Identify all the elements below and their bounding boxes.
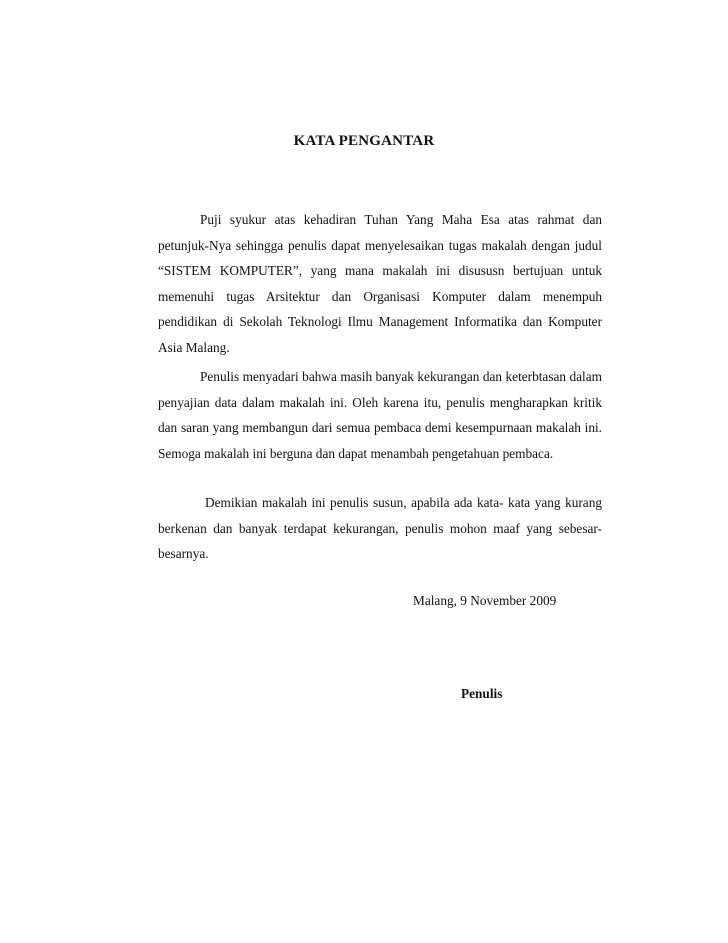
author-signature: Penulis — [461, 686, 503, 701]
place-date: Malang, 9 November 2009 — [413, 593, 557, 608]
paragraph-gratitude: Puji syukur atas kehadiran Tuhan Yang Maha Esa atas rahmat dan petunjuk-Nya sehingga penulis dapat menyelesaikan tugas makalah dengan judul “SISTEM KOMPUTER”, yang mana makalah ini disususn bertujuan untuk memenuhi tugas Arsitektur dan Organisasi Komputer dalam menempuh pendidikan di Sekolah Teknologi Ilmu Management Informatika dan Komputer Asia Malang. — [158, 212, 602, 355]
page-title: KATA PENGANTAR — [293, 133, 435, 149]
paragraph-shortcomings: Penulis menyadari bahwa masih banyak kekurangan dan keterbtasan dalam penyajian data dalam makalah ini. Oleh karena itu, penulis mengharapkan kritik dan saran yang membangun dari semua pembaca demi kesempurnaan makalah ini. Semoga makalah ini berguna dan dapat menambah pengetahuan pembaca. — [158, 369, 602, 461]
paragraph-closing: Demikian makalah ini penulis susun, apabila ada kata- kata yang kurang berkenan dan banyak terdapat kekurangan, penulis mohon maaf yang sebesar-besarnya. — [158, 495, 602, 562]
